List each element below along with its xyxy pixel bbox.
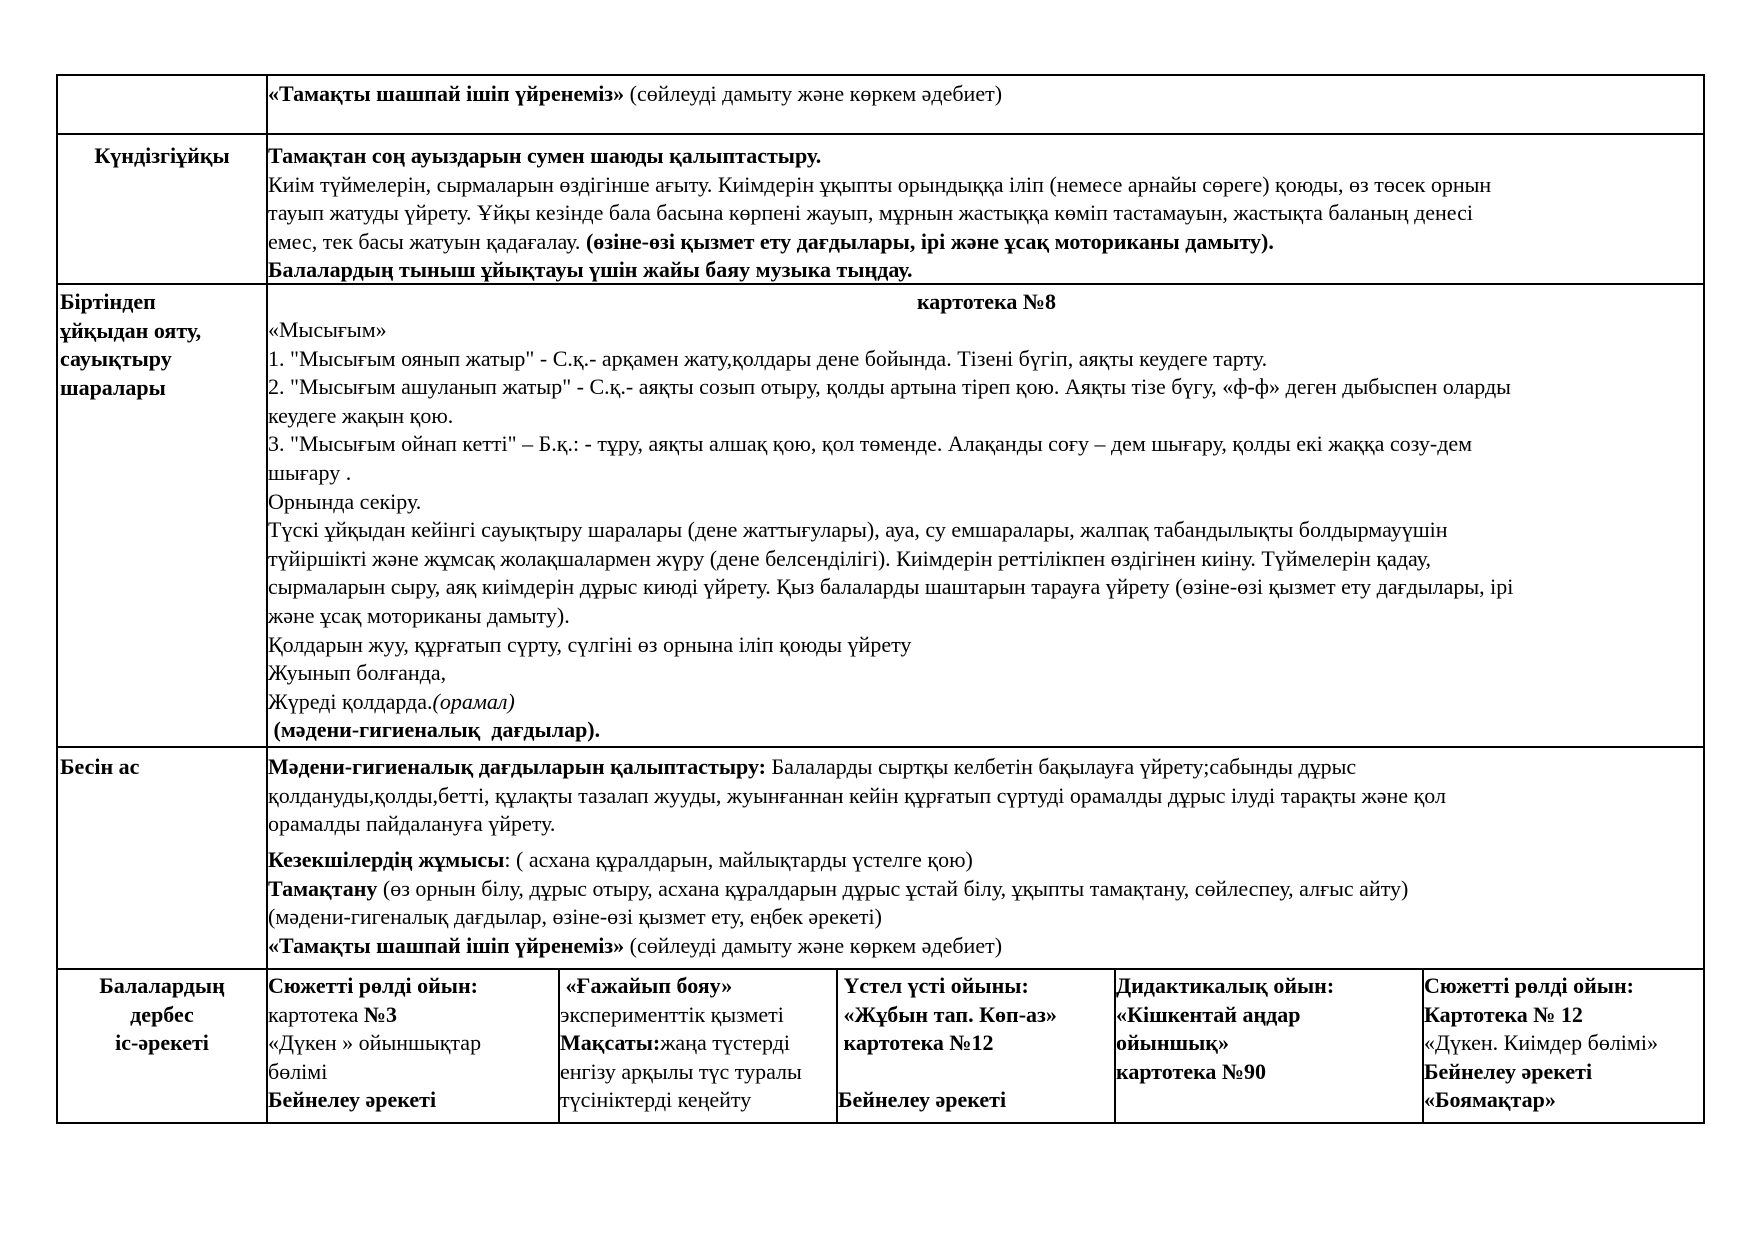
activity-col-3 — [838, 972, 1057, 1115]
row-divider — [58, 133, 1703, 135]
wake-line: «Мысығым» — [268, 317, 387, 342]
snack-line: қолдануды,қолды,бетті, құлақты тазалап жууды, жуынғаннан кейін құрғатып сүртуді орамалды дұрыс ілуді тарақты және қол — [268, 782, 1446, 808]
activity-label-line: іс-әрекеті — [115, 1030, 209, 1056]
activity-line-spacer — [838, 1058, 1057, 1087]
sleep-line: емес, тек басы жатуын қадағалау. — [268, 228, 586, 254]
activity-line: Картотека № 12 — [1424, 1001, 1583, 1027]
wake-skills-note: (мәдени-гигиеналық дағдылар). — [268, 717, 601, 743]
activity-line: «Дүкен » ойыншықтар — [268, 1030, 482, 1056]
activity-col-2 — [560, 972, 802, 1115]
activity-col-4 — [1116, 972, 1334, 1086]
activity-label-line: Балалардың — [99, 973, 225, 998]
wake-label — [60, 288, 201, 402]
meal-slogan: «Тамақты шашпай ішіп үйренеміз» — [268, 932, 625, 958]
snack-heading: Мәдени-гигиеналық дағдыларын қалыптастыру: — [268, 754, 766, 779]
wake-line: түйіршікті және жұмсақ жолақшалармен жүру (дене белсенділігі). Киімдерін реттілікпен өздігінен киіну. Түймелерін қадау, — [268, 545, 1431, 571]
wake-line-italic: (орамал) — [432, 688, 515, 714]
wake-line: Орнында секіру. — [268, 488, 422, 514]
wake-line: шығару . — [268, 459, 352, 485]
activity-line: Бейнелеу әрекеті — [268, 1087, 437, 1113]
row-divider — [58, 968, 1703, 970]
wake-line: Жуынып болғанда, — [268, 660, 447, 686]
activity-line: картотека №90 — [1116, 1058, 1267, 1084]
snack-line: орамалды пайдалануға үйрету. — [268, 811, 556, 837]
wake-label-line: Біртіндеп — [60, 289, 156, 314]
snack-line: (мәдени-гигеналық дағдылар, өзіне-өзі қызмет ету, еңбек әрекеті) — [268, 904, 882, 930]
sleep-skills-note: (өзіне-өзі қызмет ету дағдылары, ірі және ұсақ моториканы дамыту). — [585, 228, 1274, 254]
sleep-line: тауып жатуды үйрету. Ұйқы кезінде бала басына көрпені жауып, мұрнын жастыққа көміп тастамауын, жастықта баланың денесі — [268, 200, 1473, 226]
row-divider — [58, 746, 1703, 748]
activity-col-5 — [1424, 972, 1658, 1115]
sleep-content — [268, 142, 1491, 285]
wake-label-line: сауықтыру — [60, 346, 172, 372]
activity-line: Сюжетті рөлді ойын: — [268, 973, 478, 998]
card-number: №3 — [363, 1001, 397, 1027]
activity-line: түсініктерді кеңейту — [560, 1087, 752, 1113]
duty-heading: Кезекшілердің жұмысы — [268, 847, 505, 872]
activity-line: «Дүкен. Киімдер бөлімі» — [1424, 1030, 1658, 1056]
activity-line: енгізу арқылы түс туралы — [560, 1058, 802, 1084]
wake-line: Түскі ұйқыдан кейінгі сауықтыру шаралары (дене жаттығулары), ауа, су емшаралары, жалпақ табандылықты болдырмауүшін — [268, 517, 1448, 543]
snack-line: : ( асхана құралдарын, майлықтарды үстелге қою) — [504, 847, 973, 872]
wake-line: Жүреді қолдарда. — [268, 688, 433, 714]
sleep-line: Балалардың тыныш ұйықтауы үшін жайы баяу музыка тыңдау. — [268, 257, 913, 283]
wake-label-line: ұйқыдан ояту, — [60, 317, 202, 343]
wake-content — [268, 316, 1513, 745]
snack-label: Бесін ас — [60, 754, 140, 779]
wake-line: Қолдарын жуу, құрғатып сүрту, сүлгіні өз орнына іліп қоюды үйрету — [268, 631, 912, 657]
row-top-content — [268, 80, 1002, 109]
activity-line: картотека №12 — [838, 1030, 994, 1056]
activity-label-line: дербес — [130, 1001, 194, 1027]
activity-line: Үстел үсті ойыны: — [838, 973, 1029, 998]
activity-line: картотека — [268, 1001, 364, 1027]
activity-line: жаңа түстерді — [660, 1030, 790, 1056]
activity-line: бөлімі — [268, 1058, 328, 1084]
wake-label-line: шаралары — [60, 374, 166, 400]
activity-label — [58, 972, 266, 1058]
activity-line: Бейнелеу әрекеті — [838, 1087, 1007, 1113]
activity-line: «Жұбын тап. Көп-аз» — [838, 1001, 1057, 1027]
eating-heading: Тамақтану — [268, 875, 378, 901]
activity-line: эксперименттік қызметі — [560, 1001, 784, 1027]
sleep-line: Тамақтан соң ауыздарын сумен шаюды қалыптастыру. — [268, 143, 822, 168]
activity-line: «Ғажайып бояу» — [560, 973, 733, 998]
wake-line: кеудеге жақын қою. — [268, 402, 454, 428]
activity-line: Дидактикалық ойын: — [1116, 973, 1335, 998]
sleep-label: Күндізгіұйқы — [94, 143, 230, 168]
card-title: картотека №8 — [916, 289, 1057, 314]
meal-slogan-note: (сөйлеуді дамыту және көркем әдебиет) — [624, 81, 1003, 106]
activity-line: «Боямақтар» — [1424, 1087, 1556, 1113]
schedule-table — [56, 74, 1705, 1124]
activity-line: Сюжетті рөлді ойын: — [1424, 973, 1634, 998]
wake-line: 1. "Мысығым оянып жатыр" - С.қ.- арқамен жату,қолдары дене бойында. Тізені бүгіп, аяқты кеудеге тарту. — [268, 345, 1268, 371]
snack-line: Балаларды сыртқы келбетін бақылауға үйрету;сабынды дұрыс — [766, 754, 1357, 779]
snack-line: (өз орнын білу, дұрыс отыру, асхана құралдарын дұрыс ұстай білу, ұқыпты тамақтану, сөйлеспеу, алғыс айту) — [377, 875, 1409, 901]
snack-content — [268, 753, 1446, 839]
activity-col-1 — [268, 972, 481, 1115]
activity-line: ойыншық» — [1116, 1030, 1229, 1056]
activity-goal-heading: Мақсаты: — [560, 1030, 661, 1056]
wake-line: 3. "Мысығым ойнап кетті" – Б.қ.: - тұру, аяқты алшақ қою, қол төменде. Алақанды соғу – дем шығару, қолды екі жаққа созу-дем — [268, 431, 1473, 457]
wake-line: және ұсақ моториканы дамыту). — [268, 602, 570, 628]
activity-line: «Кішкентай аңдар — [1116, 1001, 1301, 1027]
activity-line: Бейнелеу әрекеті — [1424, 1058, 1593, 1084]
meal-slogan: «Тамақты шашпай ішіп үйренеміз» — [268, 81, 625, 106]
wake-line: 2. "Мысығым ашуланып жатыр" - С.қ.- аяқты созып отыру, қолды артына тіреп қою. Аяқты тізе бүгу, «ф-ф» деген дыбыспен оларды — [268, 374, 1511, 400]
snack-duty-content — [268, 846, 1408, 960]
meal-slogan-note: (сөйлеуді дамыту және көркем әдебиет) — [624, 932, 1003, 958]
sleep-line: Киім түймелерін, сырмаларын өздігінше ағыту. Киімдерін ұқыпты орындыққа іліп (немесе арнайы сөреге) қоюды, өз төсек орнын — [268, 171, 1492, 197]
wake-line: сырмаларын сыру, аяқ киімдерін дұрыс киюді үйрету. Қыз балаларды шаштарын тарауға үйрету (өзіне-өзі қызмет ету дағдылары, ірі — [268, 574, 1514, 600]
